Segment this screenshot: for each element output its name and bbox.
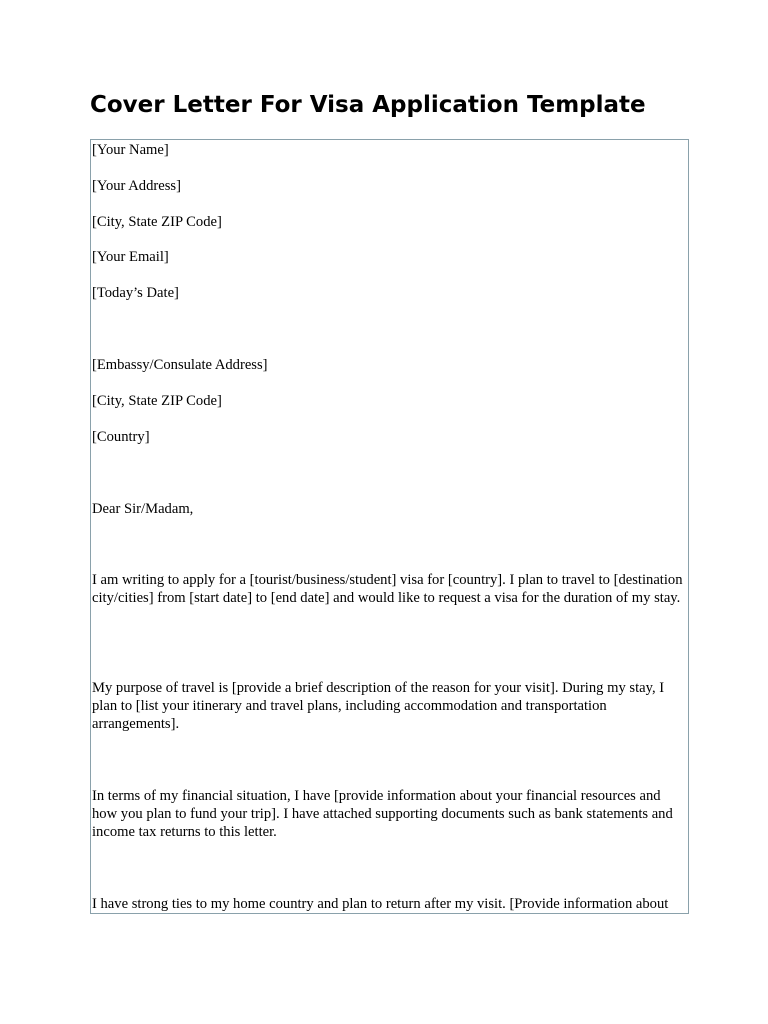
- paragraph-home-ties: I have strong ties to my home country and plan to return after my visit. [Provide information about: [92, 896, 669, 912]
- paragraph-travel-purpose: My purpose of travel is [provide a brief description of the reason for your visit]. During my stay, I plan to [list your itinerary and travel plans, including accommodation and transportation arrangements].: [92, 680, 665, 732]
- page-title: Cover Letter For Visa Application Template: [90, 92, 646, 118]
- sender-city-state-zip: [City, State ZIP Code]: [92, 214, 222, 230]
- sender-name: [Your Name]: [92, 142, 169, 158]
- paragraph-financial-situation: In terms of my financial situation, I have [provide information about your financial resources and how you plan to fund your trip]. I have attached supporting documents such as bank statements and income tax returns to this letter.: [92, 788, 673, 840]
- sender-address: [Your Address]: [92, 178, 181, 194]
- recipient-address: [Embassy/Consulate Address]: [92, 357, 268, 373]
- paragraph-purpose-of-application: I am writing to apply for a [tourist/business/student] visa for [country]. I plan to travel to [destination city/cities] from [start date] to [end date] and would like to request a visa for the duration of my stay.: [92, 572, 683, 606]
- recipient-country: [Country]: [92, 429, 150, 445]
- letter-template-box: [90, 139, 689, 914]
- letter-date: [Today’s Date]: [92, 285, 179, 301]
- recipient-city-state-zip: [City, State ZIP Code]: [92, 393, 222, 409]
- sender-email: [Your Email]: [92, 249, 169, 265]
- salutation: Dear Sir/Madam,: [92, 501, 194, 517]
